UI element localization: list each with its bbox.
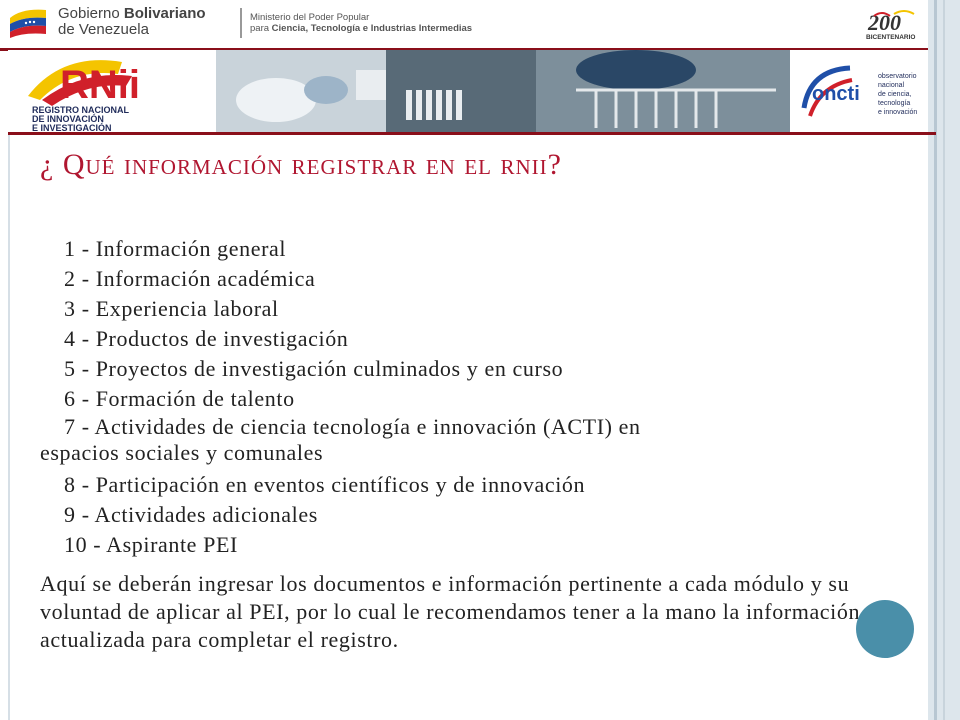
bicentenario-logo [860, 8, 926, 42]
oncti-name: oncti [812, 83, 860, 105]
list-item: 4 - Productos de investigación [64, 326, 349, 351]
slide-title: ¿ Qué información registrar en el rnii? [40, 148, 562, 181]
list-item: 8 - Participación en eventos científicos y de innovación [64, 472, 586, 497]
oncti-caption-1: observatorio [878, 73, 917, 80]
frame-right-line-inner [943, 0, 945, 720]
decorative-circle [856, 600, 914, 658]
rnii-caption-1: REGISTRO NACIONAL [32, 105, 130, 115]
gobierno-bold: Bolivariano [123, 5, 206, 22]
ministerio-text [250, 12, 472, 34]
rnii-caption-2: DE INNOVACIÓN [32, 114, 104, 124]
list-item: 2 - Información académica [64, 266, 316, 291]
frame-right-line [934, 0, 937, 720]
rnii-caption-3: E INVESTIGACIÓN [32, 123, 112, 132]
list-item [40, 414, 890, 466]
list-item: 1 - Información general [64, 236, 287, 261]
registration-modules-list [40, 234, 890, 560]
list-item: 6 - Formación de talento [64, 386, 295, 411]
government-header [0, 0, 928, 51]
list-item-line2: espacios sociales y comunales [40, 440, 324, 465]
ministerio-bold: Ciencia, Tecnología e Industrias Intermedias [271, 23, 473, 34]
gobierno-logo-text [58, 6, 206, 38]
list-item: 10 - Aspirante PEI [64, 532, 238, 557]
rnii-letters: RNii [60, 63, 140, 107]
oncti-caption-4: tecnología [878, 100, 911, 107]
ministerio-line1: Ministerio del Poder Popular [250, 12, 370, 23]
oncti-logo [800, 60, 924, 126]
list-item: 3 - Experiencia laboral [64, 296, 279, 321]
gobierno-line2: de Venezuela [58, 21, 149, 38]
gobierno-prefix: Gobierno [58, 5, 124, 22]
laboratory-photo [216, 50, 790, 132]
header-separator [240, 8, 242, 38]
banner-bottom-bar [8, 132, 936, 135]
list-item: 5 - Proyectos de investigación culminados y en curso [64, 356, 564, 381]
list-item-line1: 7 - Actividades de ciencia tecnología e innovación (ACTI) en [64, 414, 641, 439]
oncti-caption-3: de ciencia, [878, 91, 912, 98]
oncti-caption-5: e innovación [878, 109, 918, 116]
bicentenario-number: 200 [868, 10, 901, 35]
instructions-paragraph: Aquí se deberán ingresar los documentos e información pertinente a cada módulo y su voluntad de aplicar al PEI, por lo cual le recomendamos tener a la mano la información actualizada para completar el registro. [40, 571, 861, 652]
rnii-logo [22, 56, 192, 132]
list-item: 9 - Actividades adicionales [64, 502, 318, 527]
ministerio-prefix: para [250, 23, 272, 34]
venezuela-flag-icon [8, 6, 48, 40]
bicentenario-label: BICENTENARIO [866, 34, 916, 41]
oncti-caption-2: nacional [878, 82, 905, 89]
